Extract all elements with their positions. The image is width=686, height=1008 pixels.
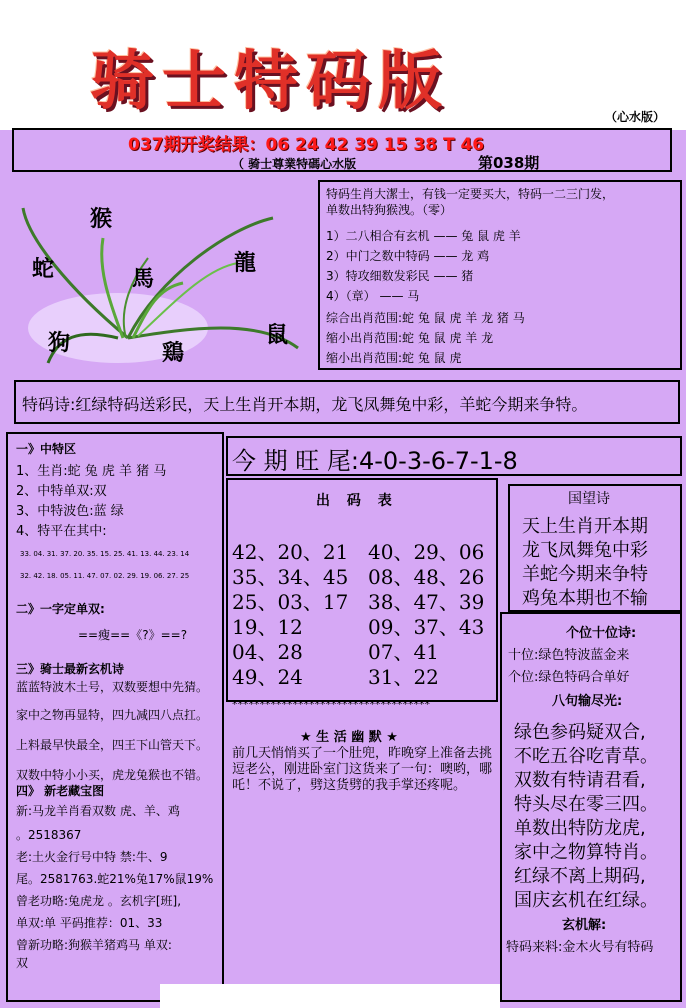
number-row: 32. 42. 18. 05. 11. 47. 07. 02. 29. 19. 06. 27. 25 <box>20 572 190 580</box>
subtitle: （ 骑士尊業特碼心水版 <box>232 157 357 171</box>
list-item: 1、生肖:蛇 兔 虎 羊 猪 马 <box>16 464 167 479</box>
number-cell: 31、22 <box>368 665 439 689</box>
list-item: 2、中特单双:双 <box>16 484 107 499</box>
zodiac-char: 蛇 <box>32 256 55 282</box>
number-cell: 49、24 <box>232 665 303 689</box>
intro-line: 综合出肖范围:蛇 兔 鼠 虎 羊 龙 猪 马 <box>326 311 525 325</box>
treasure-line: 。2518367 <box>16 828 82 842</box>
poem-line: 家中之物再显特，四九减四八点扛。 <box>16 708 209 722</box>
section-title: 一》中特区 <box>16 442 77 456</box>
digit-poem-title: 个位十位诗: <box>566 626 637 641</box>
eight-line: 红绿不离上期码, <box>514 866 646 887</box>
poem-line: 上料最早快最全，四王下山管天下。 <box>16 738 209 752</box>
poem-line: 蓝蓝特波木土号，双数要想中先猜。 <box>16 680 209 694</box>
treasure-line: 老:土火金行号中特 禁:牛、9 <box>16 850 168 864</box>
lucky-tails: 今 期 旺 尾:4-0-3-6-7-1-8 <box>232 447 518 475</box>
number-cell: 19、12 <box>232 615 303 639</box>
number-cell: 35、34、45 <box>232 565 349 589</box>
section-title: 四》 新老藏宝图 <box>16 784 105 798</box>
left-column <box>6 432 224 1002</box>
national-poem-line: 龙飞凤舞兔中彩 <box>522 540 648 561</box>
number-cell: 38、47、39 <box>368 590 485 614</box>
eight-lines-title: 八句输尽光: <box>552 694 623 709</box>
draw-results: 037期开奖结果：06 24 42 39 15 38 T 46 <box>128 135 485 155</box>
treasure-line: 曾新功略:狗猴羊猪鸡马 单双: <box>16 938 172 952</box>
list-item: 3、中特波色:蓝 绿 <box>16 504 124 519</box>
intro-line: 3）特攻细数发彩民 —— 猪 <box>326 269 474 283</box>
star-divider: ************************************ <box>232 698 430 711</box>
zodiac-char: 狗 <box>48 330 71 356</box>
number-cell: 25、03、17 <box>232 590 349 614</box>
ones-digit: 个位:绿色特码合单好 <box>508 670 630 685</box>
number-cell: 42、20、21 <box>232 540 349 564</box>
zodiac-char: 猴 <box>90 206 113 232</box>
eight-line: 双数有特请君看, <box>514 770 646 791</box>
number-table-title: 出 码 表 <box>316 493 398 509</box>
intro-line: 2）中门之数中特码 —— 龙 鸡 <box>326 249 490 263</box>
eight-line: 国庆玄机在红绿。 <box>514 890 658 911</box>
national-poem-line: 羊蛇今期来争特 <box>522 564 648 585</box>
zodiac-char: 鼠 <box>266 322 289 348</box>
edition-tag: （心水版） <box>605 110 666 124</box>
national-poem-line: 天上生肖开本期 <box>522 516 648 537</box>
section-title: 三》骑士最新玄机诗 <box>16 662 125 676</box>
number-cell: 09、37、43 <box>368 615 485 639</box>
odd-even-hint: ==瘦==《?》==? <box>78 628 188 642</box>
number-cell: 07、41 <box>368 640 439 664</box>
treasure-line: 双 <box>16 956 29 970</box>
poem-line: 双数中特小小买，虎龙兔猴也不错。 <box>16 768 209 782</box>
issue-number: 第038期 <box>478 154 540 172</box>
xuanji-title: 玄机解: <box>562 918 607 933</box>
eight-line: 特头尽在零三四。 <box>514 794 658 815</box>
zodiac-char: 馬 <box>132 266 155 292</box>
intro-line: 单数出特狗猴洩。（零） <box>326 203 453 217</box>
number-cell: 04、28 <box>232 640 303 664</box>
number-cell: 40、29、06 <box>368 540 485 564</box>
treasure-line: 曾老功略:兔虎龙 。玄机字[班], <box>16 894 182 908</box>
treasure-line: 尾。2581763.蛇21%兔17%鼠19% <box>16 872 214 886</box>
section-title: 二》一字定单双: <box>16 602 105 616</box>
eight-line: 不吃五谷吃青草。 <box>514 746 658 767</box>
zodiac-char: 鶏 <box>162 340 185 366</box>
treasure-line: 单双:单 平码推荐：01、33 <box>16 916 163 930</box>
eight-line: 绿色参码疑双合, <box>514 722 646 743</box>
intro-box <box>318 180 682 370</box>
intro-line: 特码生肖大潔士，有钱一定要买大，特码一二三门发， <box>326 187 615 201</box>
eight-line: 家中之物算特肖。 <box>514 842 658 863</box>
intro-line: 4）（章） —— 马 <box>326 289 420 303</box>
intro-line: 缩小出肖范围:蛇 兔 鼠 虎 <box>326 351 462 365</box>
treasure-line: 新:马龙羊肖看双数 虎、羊、鸡 <box>16 804 180 818</box>
intro-line: 缩小出肖范围:蛇 兔 鼠 虎 羊 龙 <box>326 331 494 345</box>
list-item: 4、特平在其中: <box>16 524 107 539</box>
intro-line: 1）二八相合有玄机 —— 兔 鼠 虎 羊 <box>326 229 521 243</box>
eight-line: 单数出特防龙虎, <box>514 818 646 839</box>
zodiac-char: 龍 <box>234 250 257 276</box>
number-row: 33. 04. 31. 37. 20. 35. 15. 25. 41. 13. 44. 23. 14 <box>20 550 190 558</box>
zodiac-orchid-art <box>8 178 308 378</box>
special-poem: 特码诗:红绿特码送彩民，天上生肖开本期，龙飞凤舞兔中彩，羊蛇今期来争特。 <box>22 395 588 414</box>
number-cell: 08、48、26 <box>368 565 485 589</box>
xuanji-text: 特码来料:金木火号有特码 <box>506 940 654 955</box>
bottom-strip <box>160 984 500 1008</box>
joke-title: ★ 生 活 幽 默 ★ <box>300 730 398 745</box>
national-poem-title: 国望诗 <box>568 491 610 507</box>
tens-digit: 十位:绿色特波蓝金来 <box>508 648 630 663</box>
page-title: 骑士特码版 <box>90 44 450 119</box>
national-poem-line: 鸡兔本期也不输 <box>522 588 648 609</box>
joke-text: 前几天悄悄买了一个肚兜，昨晚穿上准备去挑逗老公，刚进卧室门这货来了一句：噢哟，哪吒！不说了，劈这货劈的我手掌还疼呢。 <box>232 746 493 793</box>
